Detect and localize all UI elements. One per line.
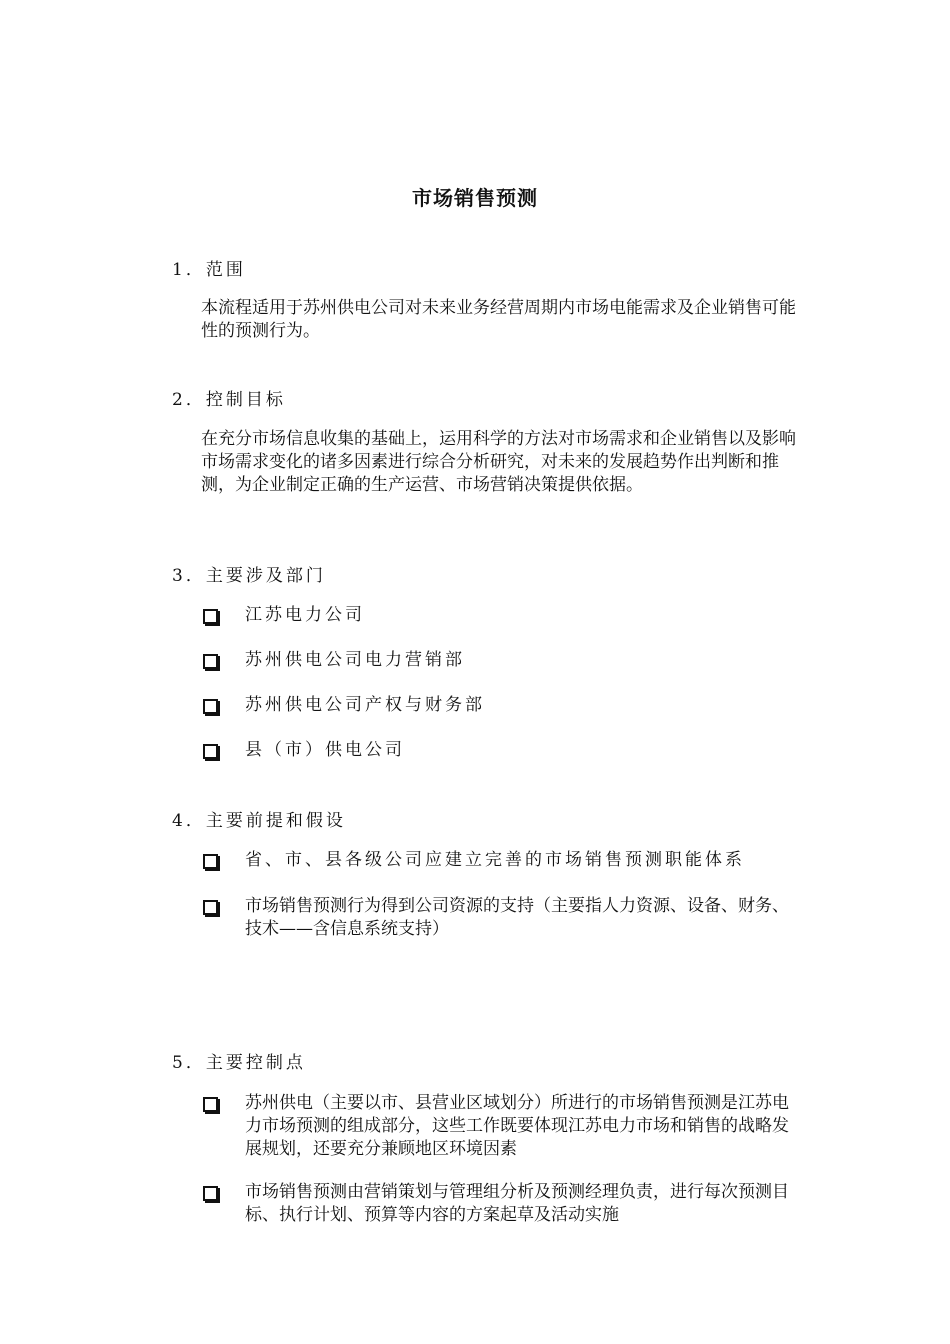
assumption-item: 市场销售预测行为得到公司资源的支持（主要指人力资源、设备、财务、技术——含信息系统支持） (245, 896, 789, 939)
checkbox-bullet-icon (203, 699, 218, 714)
checkbox-bullet-icon (203, 654, 218, 669)
control-objective-paragraph: 在充分市场信息收集的基础上，运用科学的方法对市场需求和企业销售以及影响市场需求变化的诸多因素进行综合分析研究，对未来的发展趋势作出判断和推测，为企业制定正确的生产运营、市场营销决策提供依据。 (201, 429, 796, 495)
assumption-item: 省、市、县各级公司应建立完善的市场销售预测职能体系 (245, 850, 745, 870)
scope-paragraph: 本流程适用于苏州供电公司对未来业务经营周期内市场电能需求及企业销售可能性的预测行为。 (201, 298, 796, 341)
department-item: 县（市）供电公司 (245, 740, 405, 760)
department-item: 江苏电力公司 (245, 605, 365, 625)
section-heading-scope: 1．范围 (172, 260, 246, 280)
checkbox-bullet-icon (203, 744, 218, 759)
department-item: 苏州供电公司产权与财务部 (245, 695, 485, 715)
control-point-item: 苏州供电（主要以市、县营业区域划分）所进行的市场销售预测是江苏电力市场预测的组成部分，这些工作既要体现江苏电力市场和销售的战略发展规划，还要充分兼顾地区环境因素 (245, 1093, 789, 1159)
section-heading-departments: 3．主要涉及部门 (172, 566, 326, 586)
department-item: 苏州供电公司电力营销部 (245, 650, 465, 670)
checkbox-bullet-icon (203, 609, 218, 624)
checkbox-bullet-icon (203, 900, 218, 915)
checkbox-bullet-icon (203, 1097, 218, 1112)
control-point-item: 市场销售预测由营销策划与管理组分析及预测经理负责，进行每次预测目标、执行计划、预算等内容的方案起草及活动实施 (245, 1182, 789, 1225)
checkbox-bullet-icon (203, 1186, 218, 1201)
section-heading-control-objective: 2．控制目标 (172, 390, 286, 410)
checkbox-bullet-icon (203, 854, 218, 869)
section-heading-assumptions: 4．主要前提和假设 (172, 811, 346, 831)
document-title: 市场销售预测 (412, 186, 538, 210)
section-heading-control-points: 5．主要控制点 (172, 1053, 306, 1073)
